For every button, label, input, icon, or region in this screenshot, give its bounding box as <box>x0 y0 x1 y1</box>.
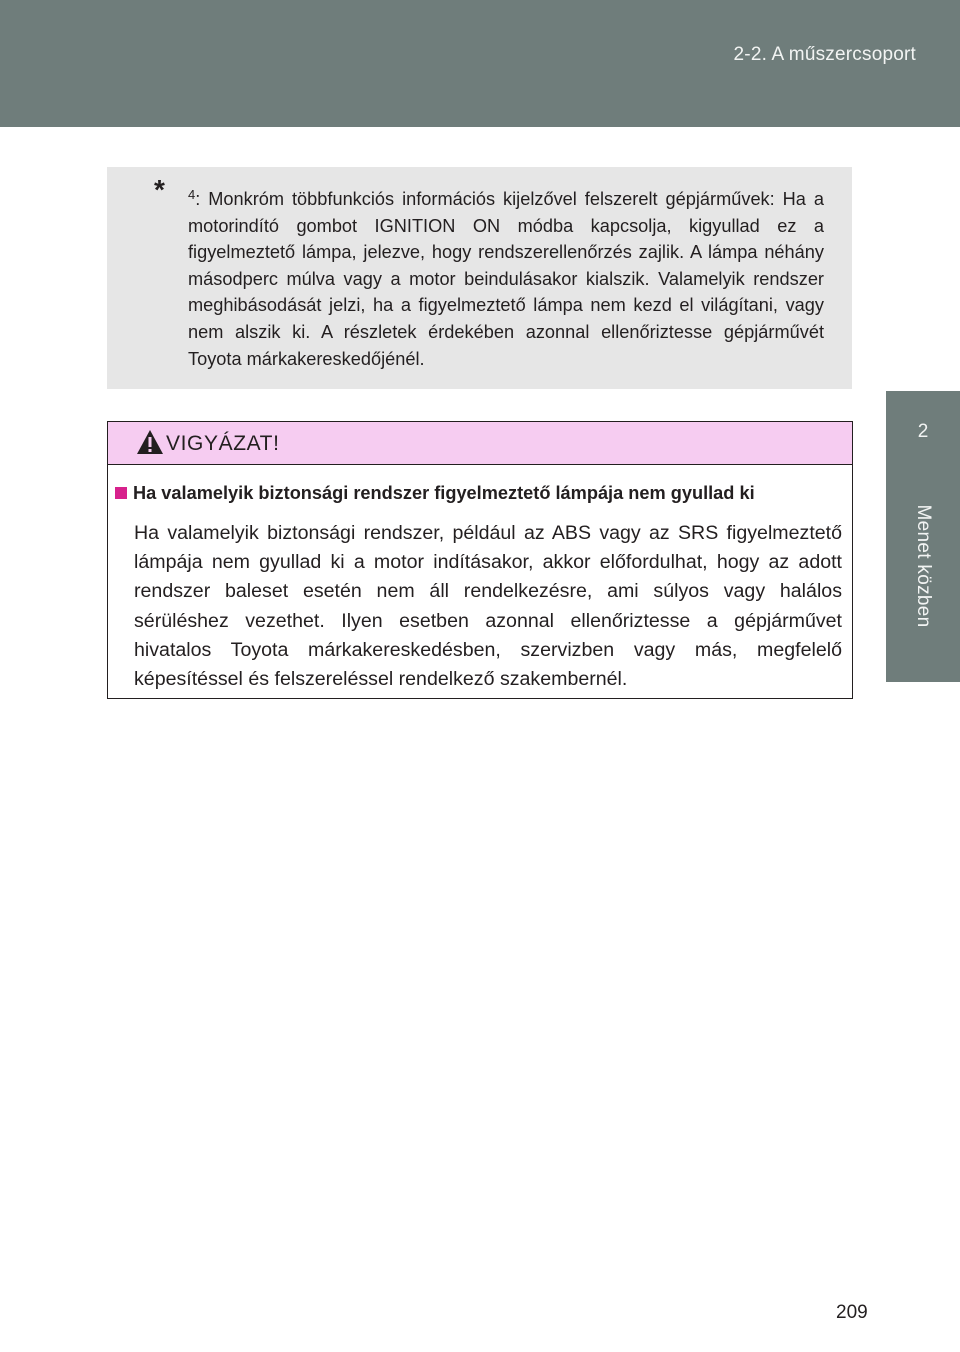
chapter-label: Menet közben <box>913 504 934 628</box>
warning-title: VIGYÁZAT! <box>166 432 280 455</box>
warning-header <box>108 422 852 465</box>
footnote-body: : Monkróm többfunkciós információs kijelzővel felszerelt gépjárművek: Ha a motorindító gombot IGNITION ON módba kapcsolja, kigyullad ez a figyelmeztető lámpa, jelezve, hogy rendszerellenőrzés zajlik. A lámpa néhány másodperc múlva vagy a motor beindulásakor kialszik. Valamelyik rendszer meghibásodását jelzi, ha a figyelmeztető lámpa nem kezd el világítani, vagy nem alszik ki. A részletek érdekében azonnal ellenőriztesse gépjárművét Toyota márkakereskedőjénél. <box>188 189 824 369</box>
warning-body: Ha valamelyik biztonsági rendszer, például az ABS vagy az SRS figyelmeztető lámpája nem gyullad ki a motor indításakor, akkor előfordulhat, hogy az adott rendszer baleset esetén nem áll rendelkezésre, ami súlyos vagy halálos sérüléshez vezethet. Ilyen esetben azonnal ellenőriztesse a gépjárművet hivatalos Toyota márkakereskedésben, szervizben vagy más, megfelelő képesítéssel és felszereléssel rendelkező szakembernél. <box>134 522 842 691</box>
page-header <box>0 0 960 127</box>
warning-box <box>107 421 853 699</box>
warning-subheading-text: Ha valamelyik biztonsági rendszer figyelmeztető lámpája nem gyullad ki <box>133 483 755 503</box>
chapter-tab <box>886 391 960 682</box>
footnote-marker: * <box>154 174 165 205</box>
warning-subheading <box>115 483 755 504</box>
section-title: 2-2. A műszercsoport <box>733 44 916 65</box>
bullet-square-icon <box>115 487 127 499</box>
warning-triangle-icon <box>136 428 164 456</box>
footnote-number: 4 <box>188 187 196 202</box>
footnote-text <box>188 182 824 372</box>
chapter-number: 2 <box>917 421 929 442</box>
page-number: 209 <box>836 1302 868 1323</box>
side-strip <box>886 127 960 391</box>
